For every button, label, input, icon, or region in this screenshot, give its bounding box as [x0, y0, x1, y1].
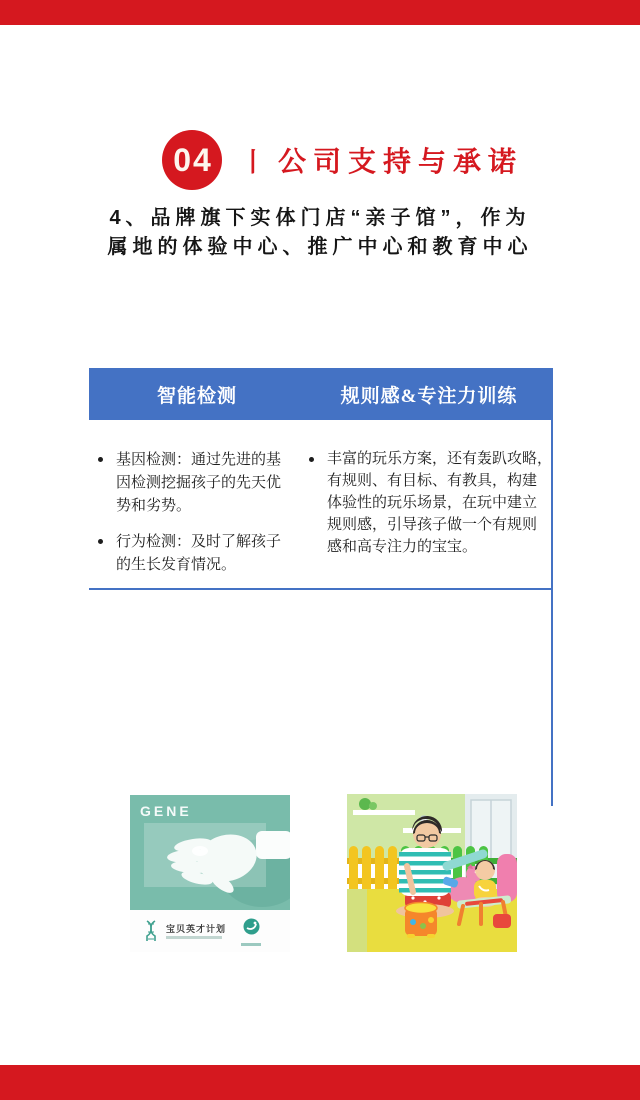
gene-photo	[130, 795, 290, 910]
gene-detection-image	[130, 795, 290, 952]
subtitle-line-2: 属地的体验中心、推广中心和教育中心	[107, 236, 533, 258]
brand-name: 宝贝英才计划	[166, 924, 227, 934]
feature-table	[89, 368, 553, 934]
bullet-line: 势和劣势。	[116, 497, 192, 514]
brand-logo	[236, 918, 266, 946]
training-bullet-list	[307, 448, 557, 571]
brand-caption	[166, 936, 222, 939]
bullet-line: 有规则、有目标、有教具，构建	[327, 472, 538, 489]
heading-separator: 丨	[240, 146, 267, 177]
subtitle-line-1: 4、品牌旗下实体门店“亲子馆”，作为	[109, 207, 531, 229]
bullet-dot	[98, 539, 103, 544]
bullet-line: 体验性的玩乐场景，在玩中建立	[327, 494, 538, 511]
top-red-bar	[0, 0, 640, 25]
bullet-item	[96, 448, 292, 517]
section-heading	[162, 130, 523, 190]
logo-caption	[241, 943, 261, 946]
gene-brand-strip	[130, 910, 290, 952]
bullet-line: 丰富的玩乐方案，还有轰趴攻略，	[327, 450, 553, 467]
header-cell-training: 规则感&专注力训练	[340, 385, 518, 407]
bullet-line: 的生长发育情况。	[116, 556, 237, 573]
bullet-dot	[98, 457, 103, 462]
bottom-red-bar	[0, 1065, 640, 1100]
section-title: 公司支持与承诺	[278, 146, 524, 177]
bullet-line: 行为检测：及时了解孩子	[116, 533, 282, 550]
bullet-line: 基因检测：通过先进的基	[116, 451, 282, 468]
playroom-photo	[347, 794, 517, 952]
bullet-item	[307, 448, 557, 558]
swirl-logo-icon	[243, 918, 260, 935]
dna-icon	[144, 920, 158, 942]
bullet-dot	[309, 457, 314, 462]
section-number-badge: 04	[162, 130, 222, 190]
bullet-line: 规则感，引导孩子做一个有规则	[327, 516, 538, 533]
detection-bullet-list	[96, 448, 292, 589]
table-body	[89, 420, 553, 934]
header-cell-detection: 智能检测	[156, 385, 237, 407]
table-text-row	[89, 420, 551, 588]
bullet-line: 因检测挖掘孩子的先天优	[116, 474, 282, 491]
bullet-line: 感和高专注力的宝宝。	[327, 538, 478, 555]
table-image-row	[89, 588, 551, 934]
gene-watermark-text: GENE	[140, 803, 192, 819]
subtitle	[0, 204, 640, 262]
table-header-row	[89, 368, 553, 420]
bullet-item	[96, 530, 292, 576]
